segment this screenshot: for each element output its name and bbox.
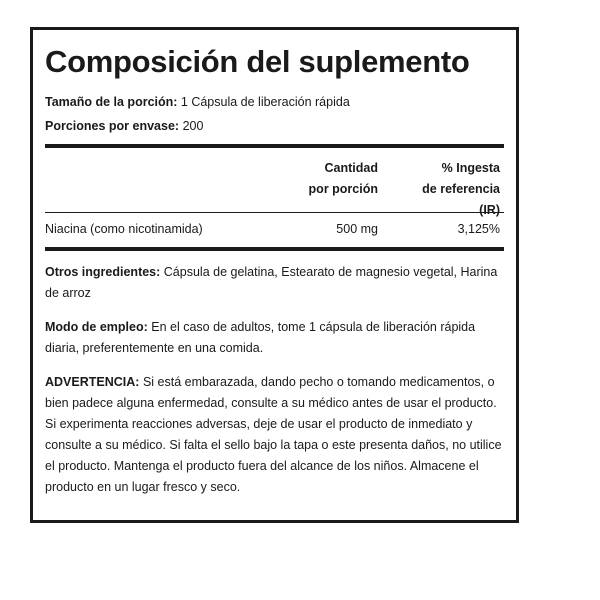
panel-title: Composición del suplemento xyxy=(45,44,470,79)
serving-size-value: 1 Cápsula de liberación rápida xyxy=(180,95,350,109)
warning-label: ADVERTENCIA: xyxy=(45,375,140,389)
servings-label: Porciones por envase: xyxy=(45,119,180,133)
warning xyxy=(45,372,504,498)
divider-bottom xyxy=(45,247,504,251)
servings-per-container-line xyxy=(45,114,504,138)
supplement-facts-panel xyxy=(30,27,519,523)
serving-size-label: Tamaño de la porción: xyxy=(45,95,178,109)
nutrient-reference-intake: 3,125% xyxy=(457,222,500,236)
usage-instructions xyxy=(45,317,504,359)
servings-value: 200 xyxy=(182,119,204,133)
column-header-amount: Cantidad por porción xyxy=(308,161,378,196)
usage-text: En el caso de adultos, tome 1 cápsula de liberación rápida diaria, preferentemente en una comida. xyxy=(45,320,476,355)
other-ingredients xyxy=(45,262,504,304)
usage-label: Modo de empleo: xyxy=(45,320,148,334)
other-ingredients-label: Otros ingredientes: xyxy=(45,265,161,279)
serving-size-line xyxy=(45,90,504,114)
column-header-reference-intake: % Ingesta de referencia (IR) xyxy=(422,161,500,217)
nutrient-amount: 500 mg xyxy=(336,222,378,236)
nutrient-name: Niacina (como nicotinamida) xyxy=(45,222,203,236)
warning-text: Si está embarazada, dando pecho o tomando medicamentos, o bien padece alguna enfermedad, consulte a su médico antes de usar el producto. Si experimenta reacciones adversas, deje de usar el producto de inmediato y consulte a su médico. Si falta el sello bajo la tapa o este presenta daños, no utilice el producto. Mantenga el producto fuera del alcance de los niños. Almacene el producto en un lugar fresco y seco. xyxy=(45,375,502,494)
other-ingredients-text: Cápsula de gelatina, Estearato de magnesio vegetal, Harina de arroz xyxy=(45,265,498,300)
table-header xyxy=(45,148,504,217)
table-row xyxy=(45,213,504,247)
